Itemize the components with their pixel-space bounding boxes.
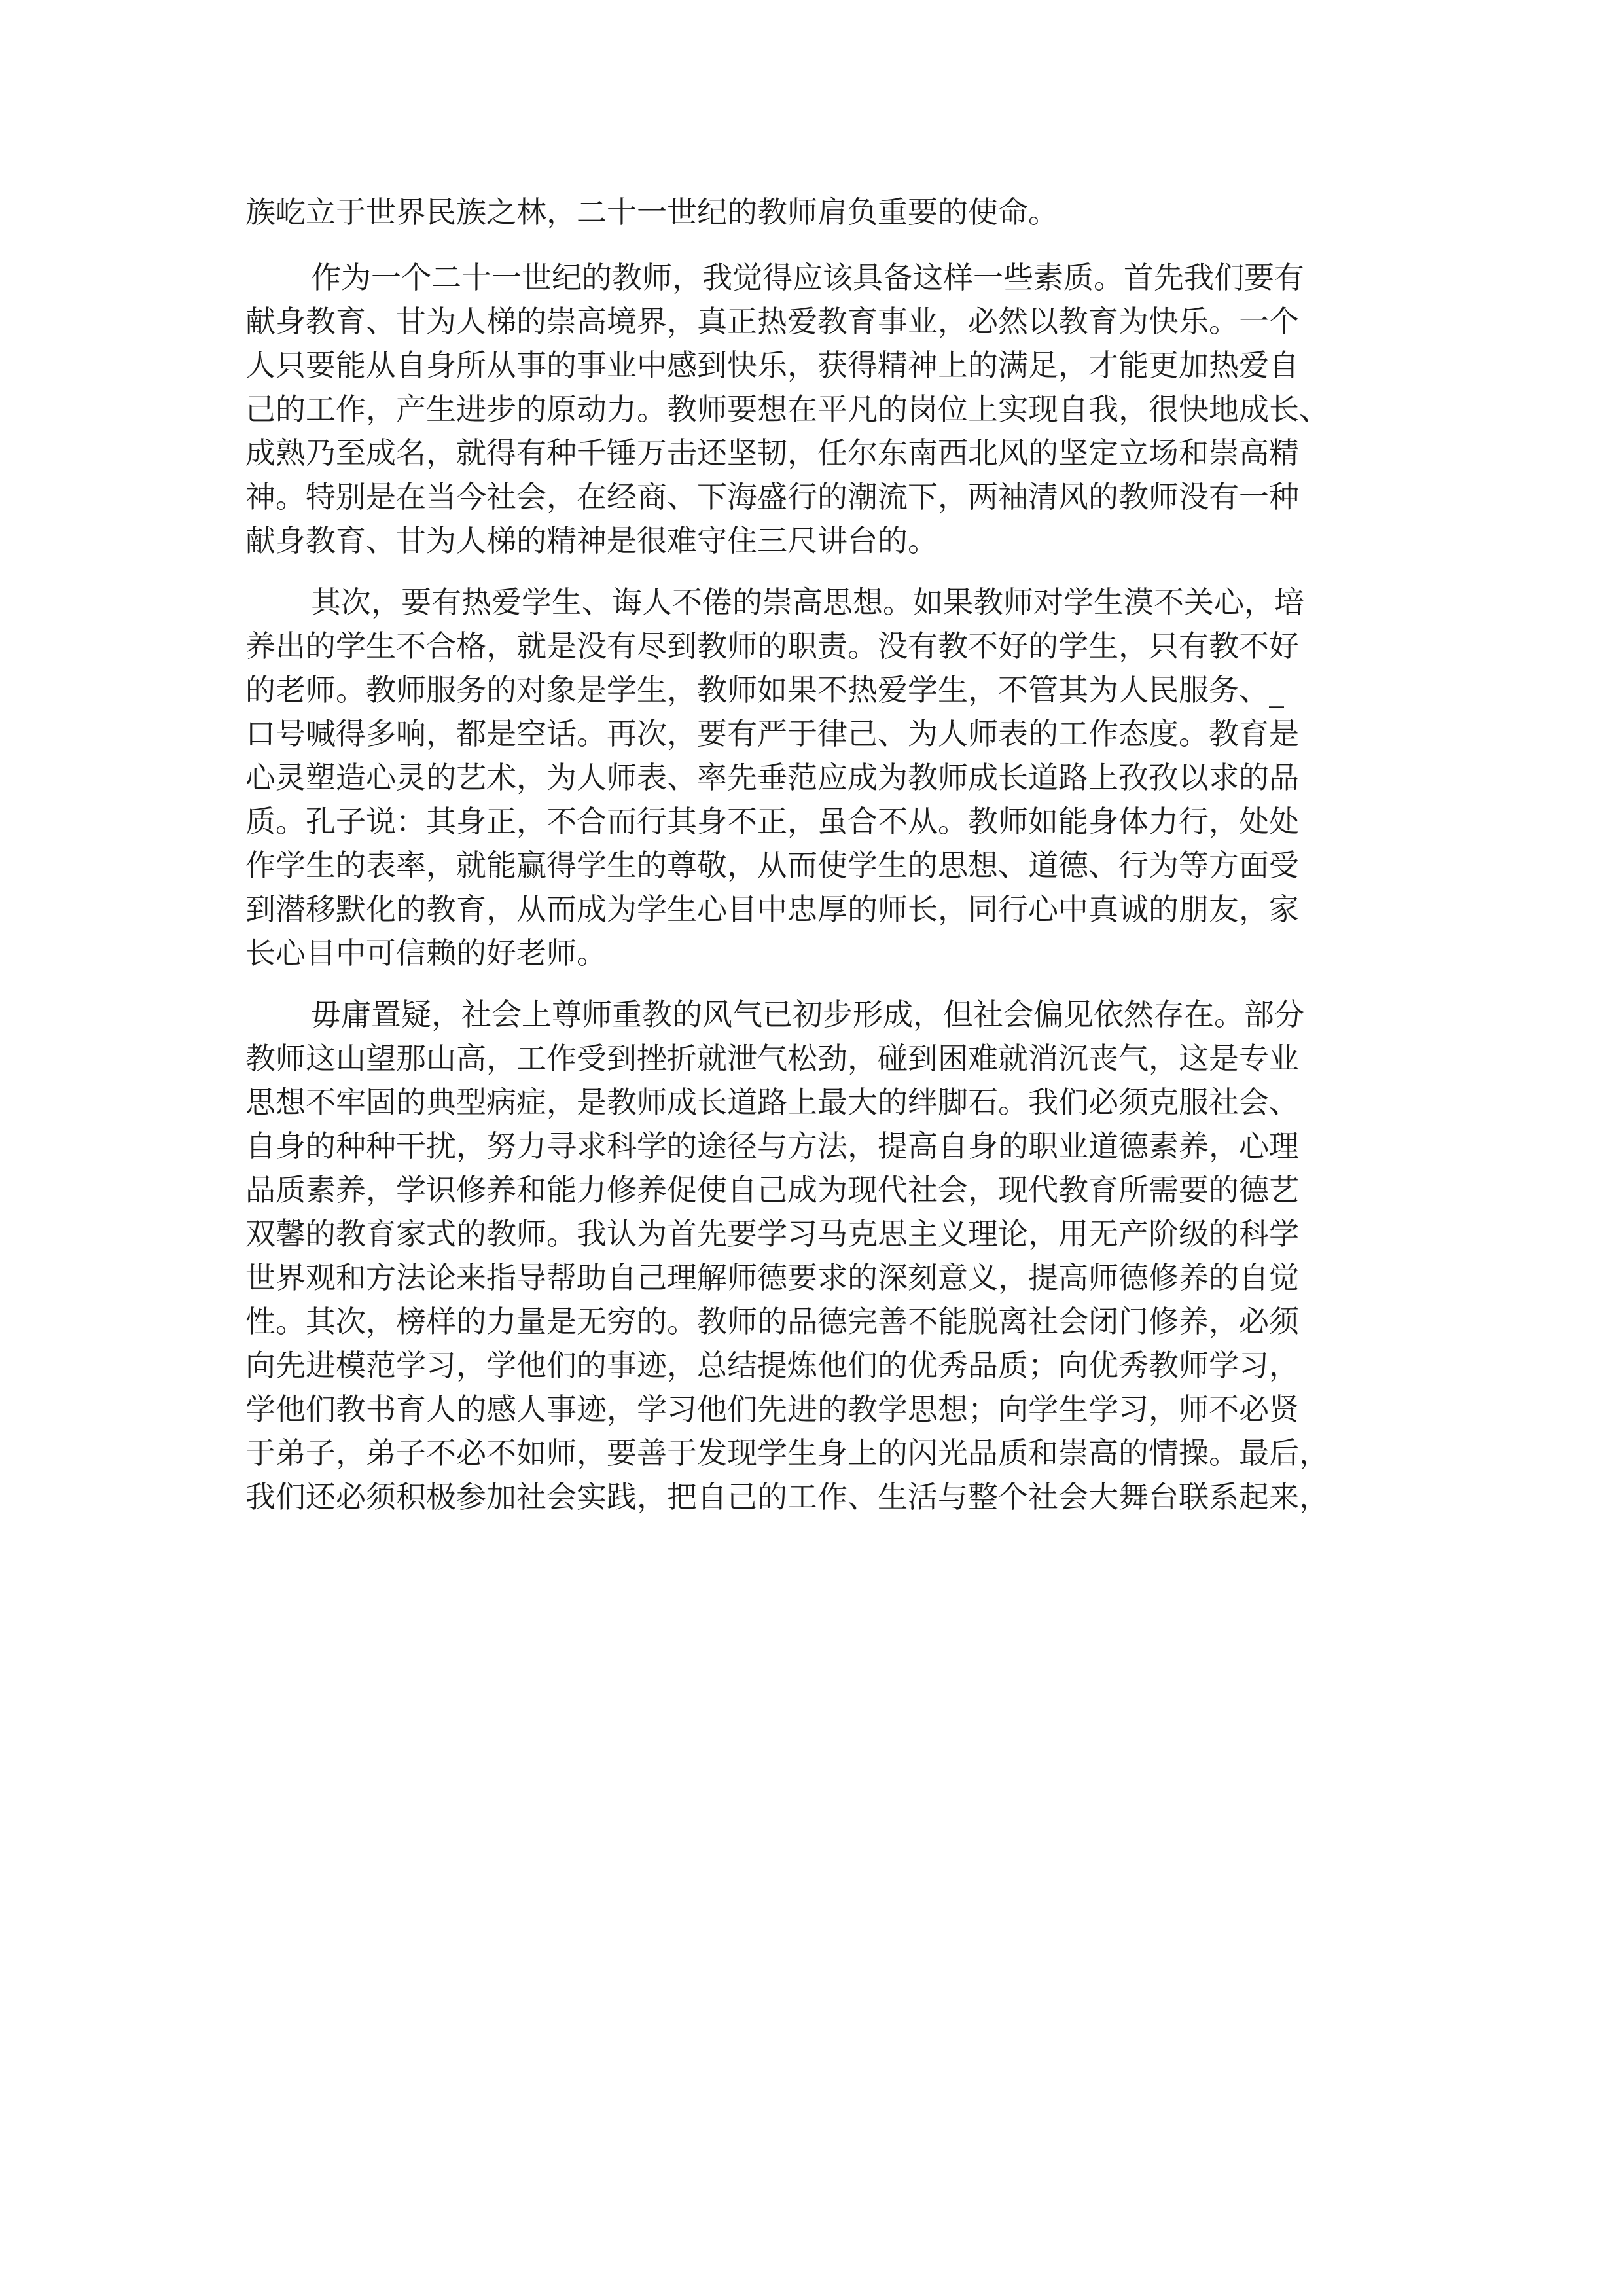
paragraph-1-line-1: 族屹立于世界民族之林，二十一世纪的教师肩负重要的使命。: [245, 194, 1058, 230]
paragraph-4-line-10: 学他们教书育人的感人事迹，学习他们先进的教学思想；向学生学习，师不必贤: [245, 1391, 1299, 1427]
paragraph-3-line-9: 长心目中可信赖的好老师。: [245, 935, 607, 971]
paragraph-4-line-7: 世界观和方法论来指导帮助自己理解师德要求的深刻意义，提高师德修养的自觉: [245, 1260, 1299, 1295]
paragraph-3-line-1: 其次，要有热爱学生、诲人不倦的崇高思想。如果教师对学生漠不关心，培: [311, 584, 1304, 620]
paragraph-3-line-8: 到潜移默化的教育，从而成为学生心目中忠厚的师长，同行心中真诚的朋友，家: [245, 891, 1299, 927]
paragraph-4-line-8: 性。其次，榜样的力量是无穷的。教师的品德完善不能脱离社会闭门修养，必须: [245, 1304, 1299, 1339]
paragraph-3-line-2: 养出的学生不合格，就是没有尽到教师的职责。没有教不好的学生，只有教不好: [245, 628, 1299, 664]
paragraph-3-line-6: 质。孔子说：其身正，不合而行其身不正，虽合不从。教师如能身体力行，处处: [245, 804, 1299, 839]
paragraph-4-line-4: 自身的种种干扰，努力寻求科学的途径与方法，提高自身的职业道德素养，心理: [245, 1128, 1299, 1164]
paragraph-4-line-6: 双馨的教育家式的教师。我认为首先要学习马克思主义理论，用无产阶级的科学: [245, 1216, 1299, 1251]
paragraph-4-line-2: 教师这山望那山高，工作受到挫折就泄气松劲，碰到困难就消沉丧气，这是专业: [245, 1041, 1299, 1076]
paragraph-2-line-4: 己的工作，产生进步的原动力。教师要想在平凡的岗位上实现自我，很快地成长、: [245, 391, 1329, 427]
paragraph-2-line-2: 献身教育、甘为人梯的崇高境界，真正热爱教育事业，必然以教育为快乐。一个: [245, 304, 1299, 339]
paragraph-3-line-4: 口号喊得多响，都是空话。再次，要有严于律己、为人师表的工作态度。教育是: [245, 716, 1299, 751]
paragraph-3-line-3: 的老师。教师服务的对象是学生，教师如果不热爱学生，不管其为人民服务、_: [245, 672, 1284, 708]
paragraph-3-line-7: 作学生的表率，就能赢得学生的尊敬，从而使学生的思想、道德、行为等方面受: [245, 848, 1299, 883]
paragraph-4-line-12: 我们还必须积极参加社会实践，把自己的工作、生活与整个社会大舞台联系起来，: [245, 1479, 1329, 1515]
paragraph-4-line-11: 于弟子，弟子不必不如师，要善于发现学生身上的闪光品质和崇高的情操。最后，: [245, 1435, 1329, 1471]
paragraph-2-line-7: 献身教育、甘为人梯的精神是很难守住三尺讲台的。: [245, 523, 938, 558]
paragraph-2-line-1: 作为一个二十一世纪的教师，我觉得应该具备这样一些素质。首先我们要有: [311, 260, 1304, 295]
paragraph-4-line-9: 向先进模范学习，学他们的事迹，总结提炼他们的优秀品质；向优秀教师学习，: [245, 1348, 1299, 1383]
paragraph-4-line-5: 品质素养，学识修养和能力修养促使自己成为现代社会，现代教育所需要的德艺: [245, 1172, 1299, 1208]
paragraph-2-line-6: 神。特别是在当今社会，在经商、下海盛行的潮流下，两袖清风的教师没有一种: [245, 479, 1299, 514]
paragraph-2-line-5: 成熟乃至成名，就得有种千锤万击还坚韧，任尔东南西北风的坚定立场和崇高精: [245, 435, 1299, 471]
paragraph-2-line-3: 人只要能从自身所从事的事业中感到快乐，获得精神上的满足，才能更加热爱自: [245, 348, 1299, 383]
paragraph-3-line-5: 心灵塑造心灵的艺术，为人师表、率先垂范应成为教师成长道路上孜孜以求的品: [245, 760, 1299, 795]
paragraph-4-line-1: 毋庸置疑，社会上尊师重教的风气已初步形成，但社会偏见依然存在。部分: [311, 997, 1304, 1032]
paragraph-4-line-3: 思想不牢固的典型病症，是教师成长道路上最大的绊脚石。我们必须克服社会、: [245, 1085, 1299, 1120]
